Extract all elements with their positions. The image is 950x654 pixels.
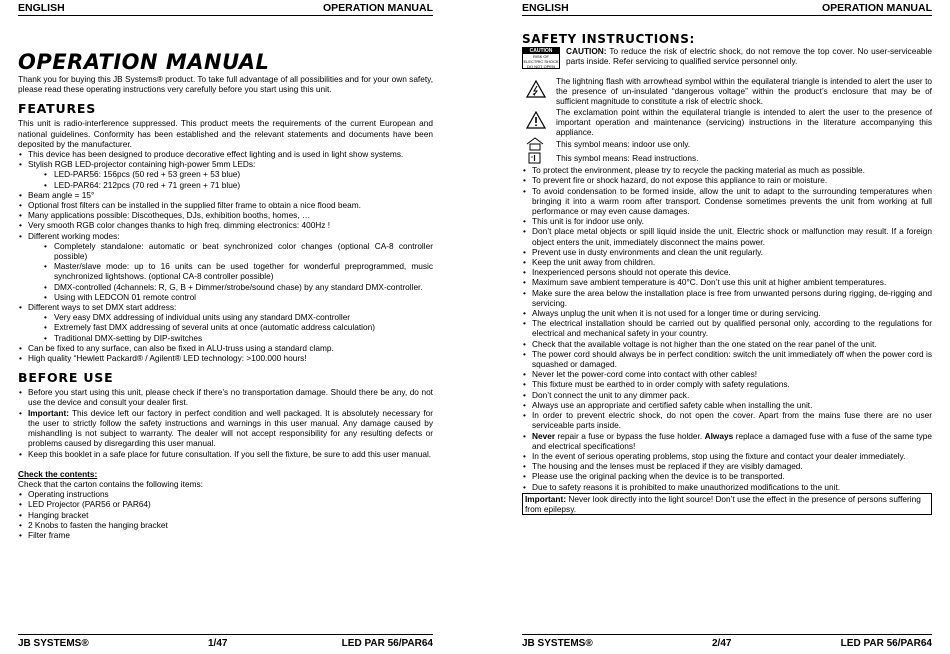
list-item: • Stylish RGB LED-projector containing high-power 5mm LEDs: • LED-PAR56: 156pcs (50 red + 53 green + 53 blue) • LED-PAR64: 212pcs (70 red + 71 green + 71 blue): [28, 159, 433, 190]
dmx-list: [28, 312, 433, 343]
footer-page-number: 2/47: [712, 638, 732, 649]
features-list: [18, 149, 433, 363]
list-item: • Important: This device left our factory in perfect condition and well packaged. It is absolutely necessary for the user to strictly follow the safety instructions and warnings in this user manual. Any damage caused by mishandling is not subject to warranty. The dealer will not accept responsibility for any resulting defects or problems caused by disregarding this user manual.: [28, 408, 433, 449]
read-instructions-row: This symbol means: Read instructions.: [522, 153, 932, 165]
list-item: • The housing and the lenses must be replaced if they are visibly damaged.: [532, 461, 932, 471]
list-item: • Always use an appropriate and certified safety cable when installing the unit.: [532, 400, 932, 410]
list-item: • Prevent use in dusty environments and clean the unit regularly.: [532, 247, 932, 257]
list-item: • The power cord should always be in perfect condition: switch the unit immediately off when the power cord is squashed or damaged.: [532, 349, 932, 369]
footer-brand: JB SYSTEMS®: [18, 638, 89, 649]
list-item: • Traditional DMX-setting by DIP-switches: [54, 333, 433, 343]
indoor-row: This symbol means: indoor use only.: [522, 139, 932, 153]
house-indoor-icon: [526, 137, 544, 151]
before-use-list: [18, 387, 433, 458]
caution-label-icon: CAUTION RISK OF ELECTRIC SHOCK DO NOT OPEN: [523, 48, 559, 69]
list-item: • Don’t connect the unit to any dimmer pack.: [532, 390, 932, 400]
list-item: • Never repair a fuse or bypass the fuse holder. Always replace a damaged fuse with a fuse of the same type and electrical specifications!: [532, 431, 932, 451]
list-item: • This fixture must be earthed to in order comply with safety regulations.: [532, 379, 932, 389]
intro-text: Thank you for buying this JB Systems® product. To take full advantage of all possibilities and for your own safety, please read these operating instructions very carefully before you start using this unit.: [18, 74, 433, 95]
contents-text: Check that the carton contains the following items:: [18, 478, 203, 489]
list-item: • Due to safety reasons it is prohibited to make unauthorized modifications to the unit.: [532, 482, 932, 492]
caution-row: CAUTION RISK OF ELECTRIC SHOCK DO NOT OPEN CAUTION: To reduce the risk of electric shock, do not remove the top cover. No user-serviceable parts inside. Refer servicing to qualified service personnel only.: [523, 46, 932, 69]
list-item: • Maximum save ambient temperature is 40°C. Don’t use this unit at higher ambient temperatures.: [532, 277, 932, 287]
list-item: • To avoid condensation to be formed inside, allow the unit to adapt to the surrounding temperatures when bringing it into a warm room after transport. Condense sometimes prevents the unit from working at full performance or may even cause damages.: [532, 186, 932, 217]
exclamation-warning-icon: [526, 111, 546, 129]
list-item: • Can be fixed to any surface, can also be fixed in ALU-truss using a standard clamp.: [28, 343, 433, 353]
page-right: [522, 0, 932, 654]
list-item: • Inexperienced persons should not operate this device.: [532, 267, 932, 277]
footer-model: LED PAR 56/PAR64: [840, 638, 932, 649]
page-header: [18, 2, 433, 16]
list-item: • Very easy DMX addressing of individual units using any standard DMX-controller: [54, 312, 433, 322]
list-item: • 2 Knobs to fasten the hanging bracket: [28, 520, 433, 530]
safety-list: [522, 165, 932, 492]
list-item: • Check that the available voltage is not higher than the one stated on the rear panel of the unit.: [532, 339, 932, 349]
list-item: • Master/slave mode: up to 16 units can be used together for wonderful preprogrammed, music synchronized lightshows. (optional CA-8 controller possible): [54, 261, 433, 281]
list-item: • LED Projector (PAR56 or PAR64): [28, 499, 433, 509]
list-item: • In the event of serious operating problems, stop using the fixture and contact your dealer immediately.: [532, 451, 932, 461]
list-item: • Make sure the area below the installation place is free from unwanted persons during rigging, de-rigging and servicing.: [532, 288, 932, 308]
lightning-row: The lightning flash with arrowhead symbol within the equilateral triangle is intended to alert the user to the presence of un-insulated “dangerous voltage” within the product’s enclosure that may be of sufficient magnitude to constitute a risk of electric shock.: [522, 76, 932, 107]
main-title: OPERATION MANUAL: [18, 50, 270, 74]
header-title: OPERATION MANUAL: [322, 2, 433, 14]
list-item: • This unit is for indoor use only.: [532, 216, 932, 226]
list-item: • This device has been designed to produce decorative effect lighting and is used in light show systems.: [28, 149, 433, 159]
page-header: [522, 2, 932, 16]
list-item: • LED-PAR56: 156pcs (50 red + 53 green + 53 blue): [54, 169, 433, 179]
exclamation-row: The exclamation point within the equilateral triangle is intended to alert the user to the presence of important operation and maintenance (servicing) instructions in the literature accompanying this appliance.: [522, 107, 932, 138]
before-use-heading: BEFORE USE: [18, 370, 114, 386]
features-text: This unit is radio-interference suppressed. This product meets the requirements of the current European and national guidelines. Conformity has been established and the relevant statements and documents have been deposited by the manufacturer.: [18, 118, 433, 149]
contents-heading: Check the contents:: [18, 468, 98, 479]
page-right-body: [522, 32, 932, 515]
important-notice: Important: Never look directly into the light source! Don’t use the effect in the presence of persons suffering from epilepsy.: [522, 493, 932, 515]
page-footer: [18, 638, 433, 652]
list-item: • Keep the unit away from children.: [532, 257, 932, 267]
list-item: • Optional frost filters can be installed in the supplied filter frame to obtain a nice flood beam.: [28, 200, 433, 210]
list-item: • Hanging bracket: [28, 510, 433, 520]
modes-list: [28, 241, 433, 302]
list-item: • To protect the environment, please try to recycle the packing material as much as possible.: [532, 165, 932, 175]
page-left: [18, 0, 433, 654]
list-item: • Different working modes: • Completely standalone: automatic or beat synchronized color changes (optional CA-8 controller possible) • Master/slave mode: up to 16 units can be used together for wonderful preprogrammed, music synchronized lightshows. (optional CA-8 controller possible) • DMX-controlled (4channels: R, G, B + Dimmer/strobe/sound chase) by any standard DMX-controller. • Using with LEDCON 01 remote control: [28, 231, 433, 302]
list-item: • High quality “Hewlett Packard® / Agilent® LED technology: >100.000 hours!: [28, 353, 433, 363]
header-language: ENGLISH: [522, 2, 569, 14]
safety-heading: SAFETY INSTRUCTIONS:: [522, 32, 695, 46]
list-item: • Many applications possible: Discotheques, DJs, exhibition booths, homes, …: [28, 210, 433, 220]
list-item: • The electrical installation should be carried out by qualified personal only, according to the regulations for electrical and mechanical safety in your country.: [532, 318, 932, 338]
page-footer: [522, 638, 932, 652]
contents-list: [18, 489, 433, 540]
footer-rule: [18, 634, 433, 635]
list-item: • Always unplug the unit when it is not used for a longer time or during servicing.: [532, 308, 932, 318]
list-item: • Keep this booklet in a safe place for future consultation. If you sell the fixture, be sure to add this user manual.: [28, 449, 433, 459]
book-read-icon: [527, 152, 543, 164]
list-item: • LED-PAR64: 212pcs (70 red + 71 green + 71 blue): [54, 180, 433, 190]
list-item: • Different ways to set DMX start address: • Very easy DMX addressing of individual units using any standard DMX-controller • Extremely fast DMX addressing of several units at once (automatic address calculation) • Traditional DMX-setting by DIP-switches: [28, 302, 433, 343]
page-left-body: [18, 50, 433, 540]
footer-model: LED PAR 56/PAR64: [341, 638, 433, 649]
list-item: • Completely standalone: automatic or beat synchronized color changes (optional CA-8 controller possible): [54, 241, 433, 261]
header-title: OPERATION MANUAL: [821, 2, 932, 14]
list-item: • Don’t place metal objects or spill liquid inside the unit. Electric shock or malfunction may result. If a foreign object enters the unit, immediately disconnect the mains power.: [532, 226, 932, 246]
led-list: [28, 169, 433, 189]
list-item: • Never let the power-cord come into contact with other cables!: [532, 369, 932, 379]
list-item: • To prevent fire or shock hazard, do not expose this appliance to rain or moisture.: [532, 175, 932, 185]
list-item: • Please use the original packing when the device is to be transported.: [532, 471, 932, 481]
header-rule: [18, 15, 433, 16]
footer-page-number: 1/47: [208, 638, 228, 649]
lightning-warning-icon: [526, 80, 546, 98]
features-heading: FEATURES: [18, 101, 97, 117]
list-item: • Very smooth RGB color changes thanks to high freq. dimming electronics: 400Hz !: [28, 220, 433, 230]
list-item: • In order to prevent electric shock, do not open the cover. Apart from the mains fuse there are no user serviceable parts inside.: [532, 410, 932, 430]
list-item: • Operating instructions: [28, 489, 433, 499]
footer-rule: [522, 634, 932, 635]
list-item: • Beam angle = 15°: [28, 190, 433, 200]
list-item: • Extremely fast DMX addressing of several units at once (automatic address calculation): [54, 322, 433, 332]
list-item: • Filter frame: [28, 530, 433, 540]
footer-brand: JB SYSTEMS®: [522, 638, 593, 649]
header-rule: [522, 15, 932, 16]
list-item: • DMX-controlled (4channels: R, G, B + Dimmer/strobe/sound chase) by any standard DMX-controller.: [54, 282, 433, 292]
list-item: • Before you start using this unit, please check if there’s no transportation damage. Should there be any, do not use the device and consult your dealer first.: [28, 387, 433, 407]
header-language: ENGLISH: [18, 2, 65, 14]
list-item: • Using with LEDCON 01 remote control: [54, 292, 433, 302]
